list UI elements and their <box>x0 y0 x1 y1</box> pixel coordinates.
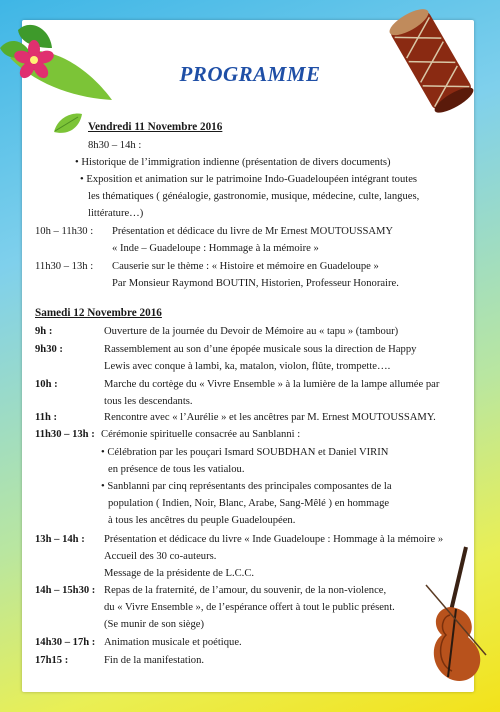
friday-slot1-bullet1: • Historique de l’immigration indienne (présentation de divers documents) <box>75 157 391 168</box>
saturday-s5-time: 11h30 – 13h : <box>35 429 95 440</box>
saturday-s4-line1: Rencontre avec « l’Aurélie » et les ancêtres par M. Ernest MOUTOUSSAMY. <box>104 412 436 423</box>
friday-slot1-bullet2-line1: • Exposition et animation sur le patrimoine Indo-Guadeloupéen intégrant toutes <box>80 174 418 185</box>
friday-heading: Vendredi 11 Novembre 2016 <box>88 121 223 133</box>
friday-slot1-bullet2-line3: littérature…) <box>88 208 144 219</box>
saturday-s6-line2: Accueil des 30 co-auteurs. <box>104 551 217 562</box>
friday-slot3-line1: Causerie sur le thème : « Histoire et mémoire en Guadeloupe » <box>112 261 379 272</box>
leaf-bullet-icon <box>52 112 84 138</box>
saturday-s1-line1: Ouverture de la journée du Devoir de Mémoire au « tapu » (tambour) <box>104 326 399 337</box>
saturday-s7-line2: du « Vivre Ensemble », de l’espérance offert à tout le public présent. <box>104 602 395 613</box>
saturday-s8-line1: Animation musicale et poétique. <box>104 637 242 648</box>
saturday-s9-line1: Fin de la manifestation. <box>104 655 205 666</box>
saturday-s5-line1: Cérémonie spirituelle consacrée au Sanblanni : <box>101 429 301 440</box>
saturday-s9-time: 17h15 : <box>35 655 69 666</box>
saturday-s3-line1: Marche du cortège du « Vivre Ensemble » à la lumière de la lampe allumée par <box>104 379 440 390</box>
violin-icon <box>420 545 492 695</box>
saturday-s5-bullet2-line2: population ( Indien, Noir, Blanc, Arabe, Sang-Mêlé ) en hommage <box>108 498 390 509</box>
saturday-s7-line1: Repas de la fraternité, de l’amour, du souvenir, de la non-violence, <box>104 585 387 596</box>
saturday-s6-line3: Message de la présidente de L.C.C. <box>104 568 255 579</box>
friday-slot2-line2: « Inde – Guadeloupe : Hommage à la mémoire » <box>112 243 319 254</box>
saturday-heading: Samedi 12 Novembre 2016 <box>35 307 162 319</box>
saturday-s4-time: 11h : <box>35 412 58 423</box>
saturday-s5-bullet1-line1: • Célébration par les pouçari Ismard SOUBDHAN et Daniel VIRIN <box>101 447 389 458</box>
saturday-s8-time: 14h30 – 17h : <box>35 637 96 648</box>
friday-slot3-line2: Par Monsieur Raymond BOUTIN, Historien, Professeur Honoraire. <box>112 278 399 289</box>
friday-slot1-time: 8h30 – 14h : <box>88 140 142 151</box>
saturday-s5-bullet2-line3: à tous les ancêtres du peuple Guadeloupéen. <box>108 515 296 526</box>
saturday-s6-time: 13h – 14h : <box>35 534 85 545</box>
saturday-s2-line2: Lewis avec conque à lambi, ka, matalon, violon, flûte, trompette…. <box>104 361 391 372</box>
saturday-s3-line2: tous les descendants. <box>104 396 193 407</box>
programme-title: PROGRAMME <box>179 62 321 86</box>
saturday-s5-bullet2-line1: • Sanblanni par cinq représentants des principales composantes de la <box>101 481 392 492</box>
saturday-s3-time: 10h : <box>35 379 58 390</box>
saturday-s1-time: 9h : <box>35 326 53 337</box>
friday-slot3-time: 11h30 – 13h : <box>35 261 94 272</box>
friday-slot1-bullet2-line2: les thématiques ( généalogie, gastronomie, musique, médecine, culte, langues, <box>88 191 420 202</box>
saturday-s2-line1: Rassemblement au son d’une épopée musicale sous la direction de Happy <box>104 344 417 355</box>
friday-slot2-line1: Présentation et dédicace du livre de Mr Ernest MOUTOUSSAMY <box>112 226 394 237</box>
saturday-s6-line1: Présentation et dédicace du livre « Inde Guadeloupe : Hommage à la mémoire » <box>104 534 444 545</box>
saturday-s5-bullet1-line2: en présence de tous les vatialou. <box>108 464 245 475</box>
friday-slot2-time: 10h – 11h30 : <box>35 226 94 237</box>
saturday-s2-time: 9h30 : <box>35 344 63 355</box>
saturday-s7-line3: (Se munir de son siège) <box>104 619 205 630</box>
saturday-s7-time: 14h – 15h30 : <box>35 585 96 596</box>
